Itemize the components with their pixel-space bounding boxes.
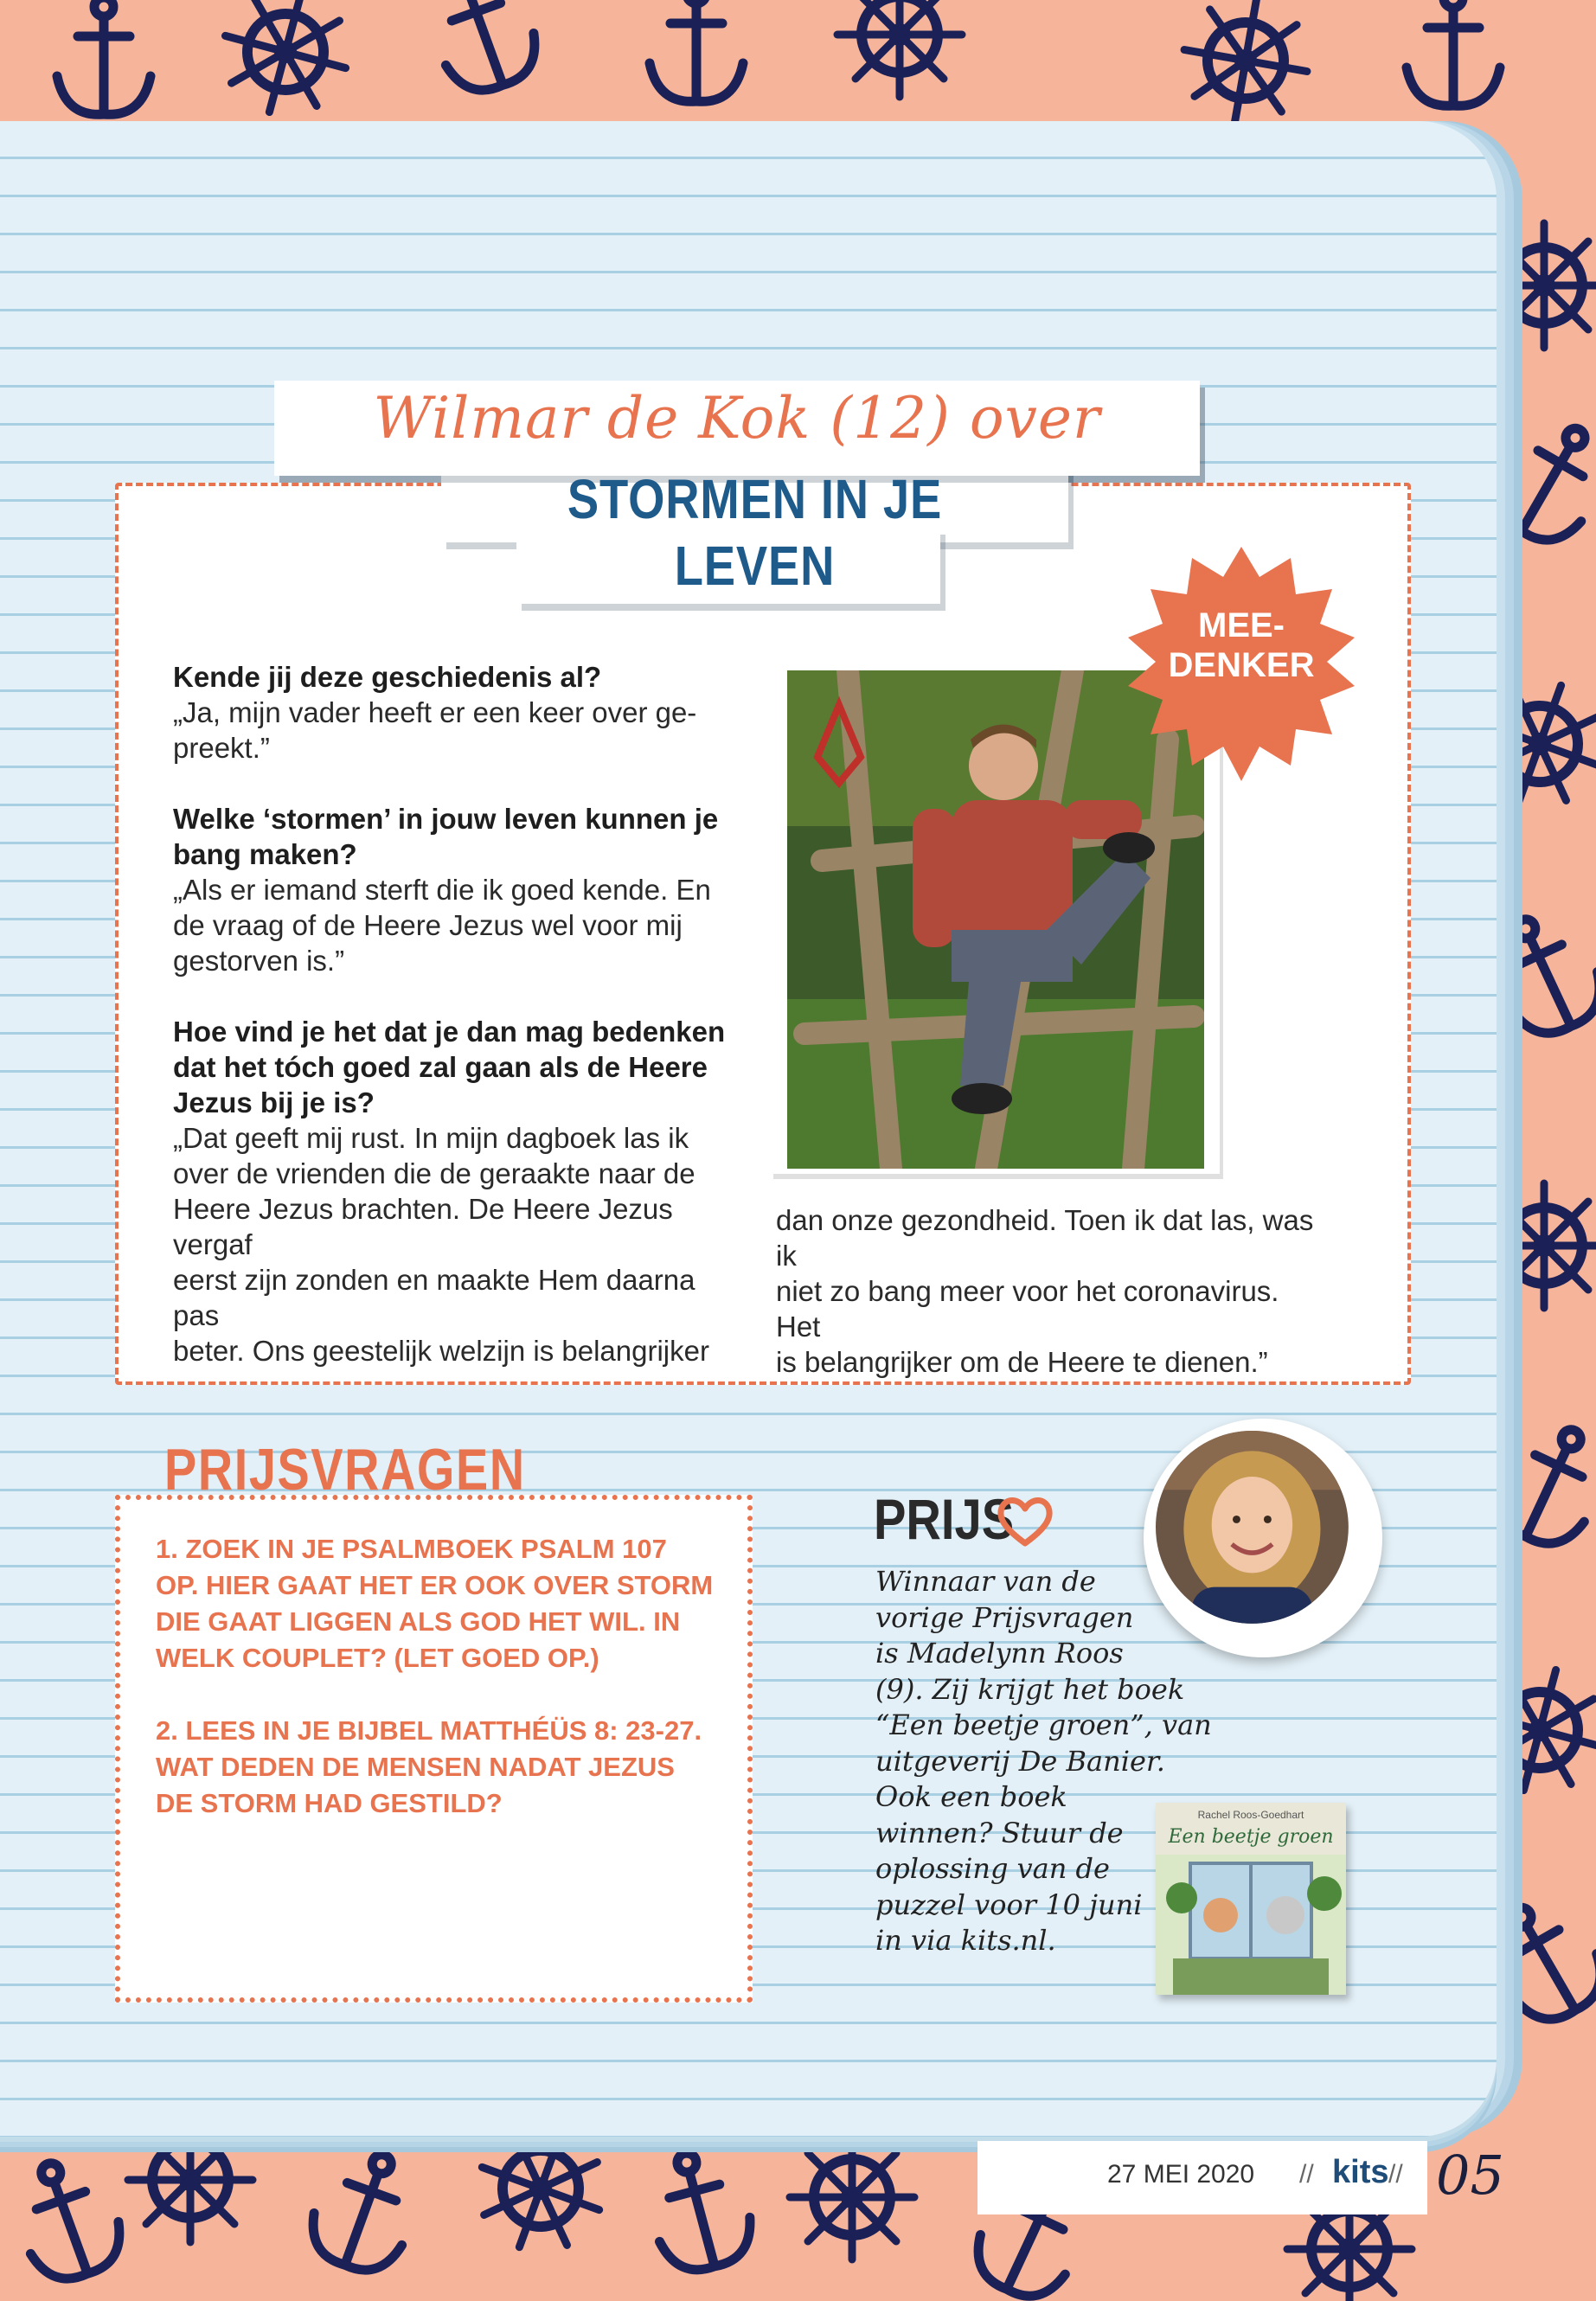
answer-3-continued-line: niet zo bang meer voor het coronavirus. Het [776, 1275, 1279, 1343]
brand-logo: kits [1332, 2154, 1389, 2190]
prize-question-1 [156, 1531, 727, 1676]
winner-portrait-frame [1144, 1419, 1382, 1657]
prize-question-1-line: OP. HIER GAAT HET ER OOK OVER STORM [156, 1570, 714, 1600]
prize-question-1-line: WELK COUPLET? (LET GOED OP.) [156, 1643, 599, 1673]
winner-line: oplossing van de [875, 1852, 1110, 1885]
prize-heading: PRIJS [874, 1487, 1015, 1551]
winner-line: in via kits.nl. [875, 1924, 1056, 1957]
winner-line: Winnaar van de [875, 1565, 1096, 1598]
prize-question-2-line: WAT DEDEN DE MENSEN NADAT JEZUS [156, 1752, 675, 1782]
answer-3-continued-line: dan onze gezondheid. Toen ik dat las, was ik [776, 1204, 1314, 1272]
answer-2-line: de vraag of de Heere Jezus wel voor mij [173, 909, 683, 941]
question-2-line: bang maken? [173, 838, 357, 870]
headline-line-1: STORMEN IN JE [567, 468, 943, 530]
winner-line: vorige Prijsvragen [875, 1600, 1134, 1634]
answer-2-line: gestorven is.” [173, 945, 345, 977]
winner-line: is Madelynn Roos [875, 1637, 1124, 1670]
answer-3-line: Heere Jezus brachten. De Heere Jezus vergaf [173, 1193, 673, 1260]
answer-3-line: „Dat geeft mij rust. In mijn dagboek las ik [173, 1122, 689, 1154]
prize-question-1-line: DIE GAAT LIGGEN ALS GOD HET WIL. IN [156, 1606, 681, 1637]
issue-date: 27 MEI 2020 [1107, 2160, 1255, 2189]
winner-portrait [1156, 1431, 1370, 1645]
winner-line: uitgeverij De Banier. [875, 1744, 1165, 1778]
question-3-line: Hoe vind je het dat je dan mag bedenken [173, 1016, 726, 1048]
question-3-line: dat het tóch goed zal gaan als de Heere [173, 1051, 708, 1083]
prize-question-2-line: DE STORM HAD GESTILD? [156, 1788, 503, 1818]
article-left-column [173, 659, 744, 1368]
heart-icon [995, 1495, 1055, 1548]
answer-3-line: eerst zijn zonden en maakte Hem daarna pas [173, 1264, 695, 1331]
script-title: Wilmar de Kok (12) over [373, 385, 1101, 452]
winner-line: puzzel voor 10 juni [875, 1888, 1143, 1921]
badge-line-2: DENKER [1168, 646, 1315, 684]
question-1: Kende jij deze geschiedenis al? [173, 661, 602, 693]
book-title: Een beetje groen [1168, 1826, 1334, 1848]
headline-line-2: LEVEN [674, 535, 836, 597]
answer-2-line: „Als er iemand sterft die ik goed kende. En [173, 874, 711, 906]
footer-separator: // [1388, 2160, 1403, 2189]
article-right-column [776, 1202, 1321, 1380]
question-3-line: Jezus bij je is? [173, 1086, 375, 1118]
prize-question-2-line: 2. LEES IN JE BIJBEL MATTHÉÜS 8: 23-27. [156, 1715, 702, 1746]
book-author: Rachel Roos-Goedhart [1197, 1809, 1304, 1821]
prize-questions-title: PRIJSVRAGEN [164, 1437, 526, 1503]
badge-label [1116, 606, 1367, 685]
answer-1-line: preekt.” [173, 732, 270, 764]
answer-3-line: beter. Ons geestelijk welzijn is belangrijker [173, 1335, 709, 1367]
footer-separator: // [1299, 2160, 1314, 2189]
book-cover [1156, 1803, 1346, 1995]
answer-3-continued-line: is belangrijker om de Heere te dienen.” [776, 1346, 1268, 1378]
answer-1-line: „Ja, mijn vader heeft er een keer over ge- [173, 696, 697, 728]
prize-question-1-line: 1. ZOEK IN JE PSALMBOEK PSALM 107 [156, 1534, 667, 1564]
winner-line: “Een beetje groen”, van [875, 1708, 1212, 1741]
question-2-line: Welke ‘stormen’ in jouw leven kunnen je [173, 803, 719, 835]
prize-question-2 [156, 1713, 727, 1822]
answer-3-line: over de vrienden die de geraakte naar de [173, 1157, 695, 1189]
page-number: 05 [1436, 2144, 1504, 2207]
winner-line: winnen? Stuur de [875, 1816, 1124, 1849]
winner-line: (9). Zij krijgt het boek [875, 1672, 1185, 1706]
badge-line-1: MEE- [1198, 606, 1285, 644]
winner-line: Ook een boek [875, 1780, 1067, 1813]
